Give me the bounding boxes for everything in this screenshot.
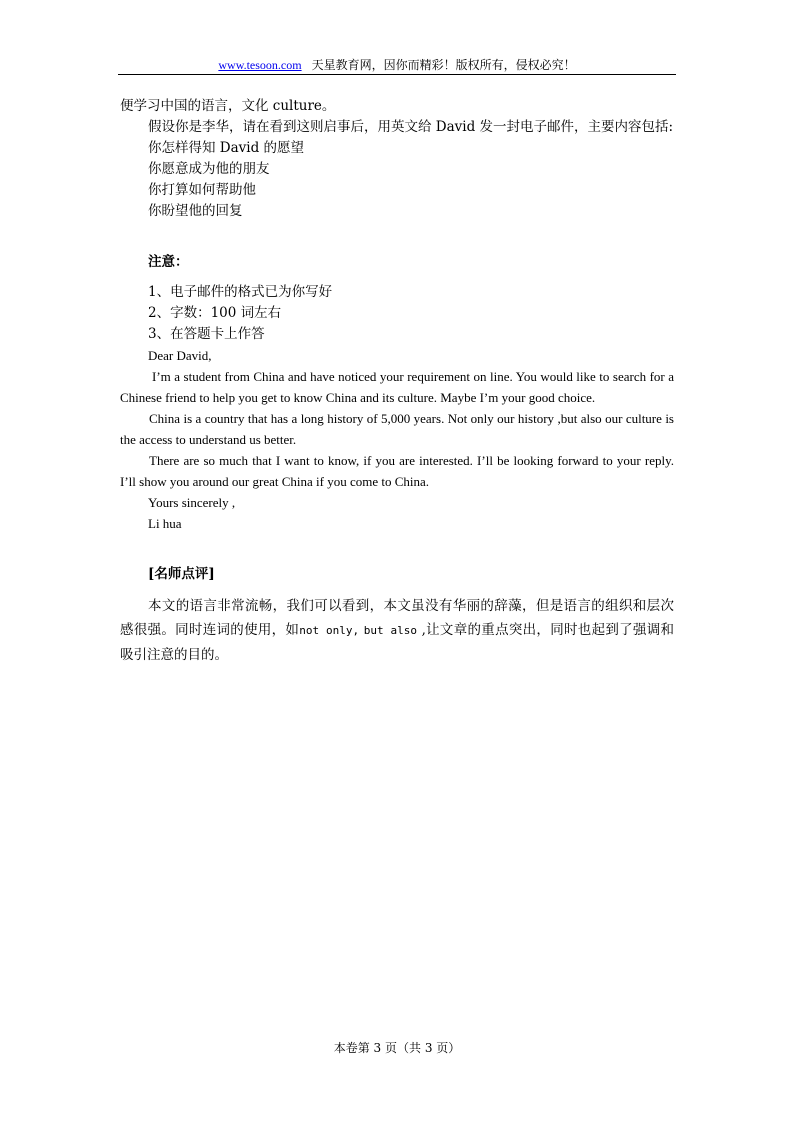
page-footer: 本卷第 3 页（共 3 页） [333, 1041, 461, 1055]
letter-greeting: Dear David, [148, 348, 212, 363]
letter-signature: Li hua [148, 516, 182, 531]
comment-text-part-2: ,让文章的重点突出，同时也起到了强调和吸引注意的目的。 [120, 622, 675, 663]
intro-point: 你怎样得知 David 的愿望 [148, 140, 305, 156]
header-text: 天星教育网，因你而精彩！版权所有，侵权必究！ [311, 58, 576, 72]
comment-paragraph [120, 594, 674, 667]
page-header [118, 57, 676, 75]
intro-line-2: 假设你是李华，请在看到这则启事后，用英文给 David 发一封电子邮件，主要内容包括: [148, 119, 674, 135]
comment-title: [名师点评] [148, 566, 215, 582]
header-link[interactable]: www.tesoon.com [218, 58, 302, 72]
letter-paragraph-3: There are so much that I want to know, if you are interested. I’ll be looking forward to your reply. I’ll show you around our great China if you come to China. [120, 453, 674, 489]
letter-paragraph-1: I’m a student from China and have noticed your requirement on line. You would like to search for a Chinese friend to help you get to know China and its culture. Maybe I’m your good choice. [120, 369, 674, 405]
intro-point: 你盼望他的回复 [148, 203, 243, 219]
intro-line-1: 便学习中国的语言，文化 culture。 [120, 98, 336, 114]
intro-point: 你愿意成为他的朋友 [148, 161, 270, 177]
comment-text-part-1: 本文的语言非常流畅，我们可以看到，本文虽没有华丽的辞藻，但是语言的组织和层次感很强。同时连词的使用，如 [120, 598, 674, 638]
comment-code-2: but also [363, 624, 417, 637]
note-item: 3、在答题卡上作答 [148, 326, 265, 342]
note-item: 1、电子邮件的格式已为你写好 [148, 284, 333, 300]
letter-paragraph-2: China is a country that has a long history of 5,000 years. Not only our history ,but also our culture is the access to understand us better. [120, 411, 674, 447]
document-body [120, 96, 674, 667]
comment-code-1: not only, [299, 624, 360, 637]
letter-closing: Yours sincerely , [148, 495, 236, 510]
note-item: 2、字数：100 词左右 [148, 305, 282, 321]
intro-point: 你打算如何帮助他 [148, 182, 256, 198]
notes-title: 注意： [148, 254, 189, 270]
